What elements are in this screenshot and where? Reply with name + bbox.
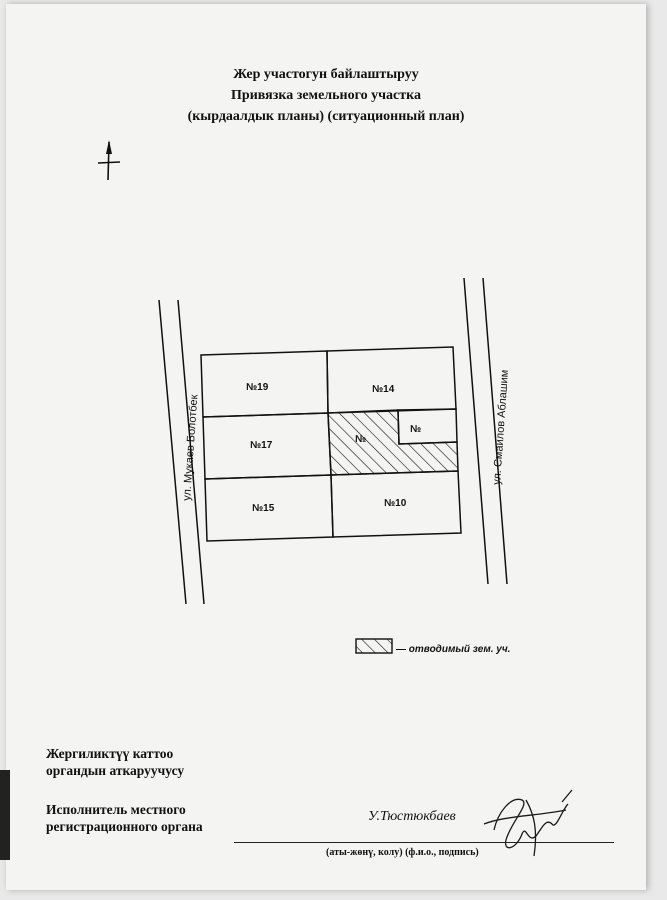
registrar-executor-label: Исполнитель местного регистрационного органа <box>46 802 203 834</box>
street-left-label: ул. Мукаев Болотбек <box>181 394 201 502</box>
local-registrar-label: Жергиликтүү каттоо органдын аткаруучусу <box>46 746 185 778</box>
parcel-small-label: № <box>410 424 422 435</box>
title-russian: Привязка земельного участка <box>231 88 421 103</box>
parcel-small <box>398 409 457 444</box>
parcel-allotted-label: № <box>355 434 367 445</box>
scan-edge <box>0 770 10 860</box>
parcel-allotted <box>328 410 458 475</box>
north-arrow-icon <box>98 140 120 180</box>
legend-label: — отводимый зем. уч. <box>396 644 511 655</box>
parcel-19-label: №19 <box>246 382 269 393</box>
parcel-17-label: №17 <box>250 440 273 451</box>
title-plan-type: (кырдаалдык планы) (ситуационный план) <box>187 109 465 124</box>
signature-line <box>234 842 614 843</box>
street-left <box>159 300 204 604</box>
title-kyrgyz: Жер участогун байлаштыруу <box>233 67 419 82</box>
parcel-15-label: №15 <box>252 503 275 514</box>
signature-caption: (аты-жөнү, колу) (ф.и.о., подпись) <box>326 847 479 858</box>
executor-name: У.Тюстюкбаев <box>368 809 456 824</box>
legend-hatch-swatch <box>356 639 392 653</box>
parcel-14-label: №14 <box>372 384 395 395</box>
parcel-10-label: №10 <box>384 498 407 509</box>
document-page <box>6 4 646 890</box>
parcel-grid <box>201 347 461 541</box>
street-right-label: ул. Смаилов Аблашим <box>491 369 512 486</box>
signature-icon <box>484 790 572 856</box>
parcel-14 <box>327 347 456 413</box>
